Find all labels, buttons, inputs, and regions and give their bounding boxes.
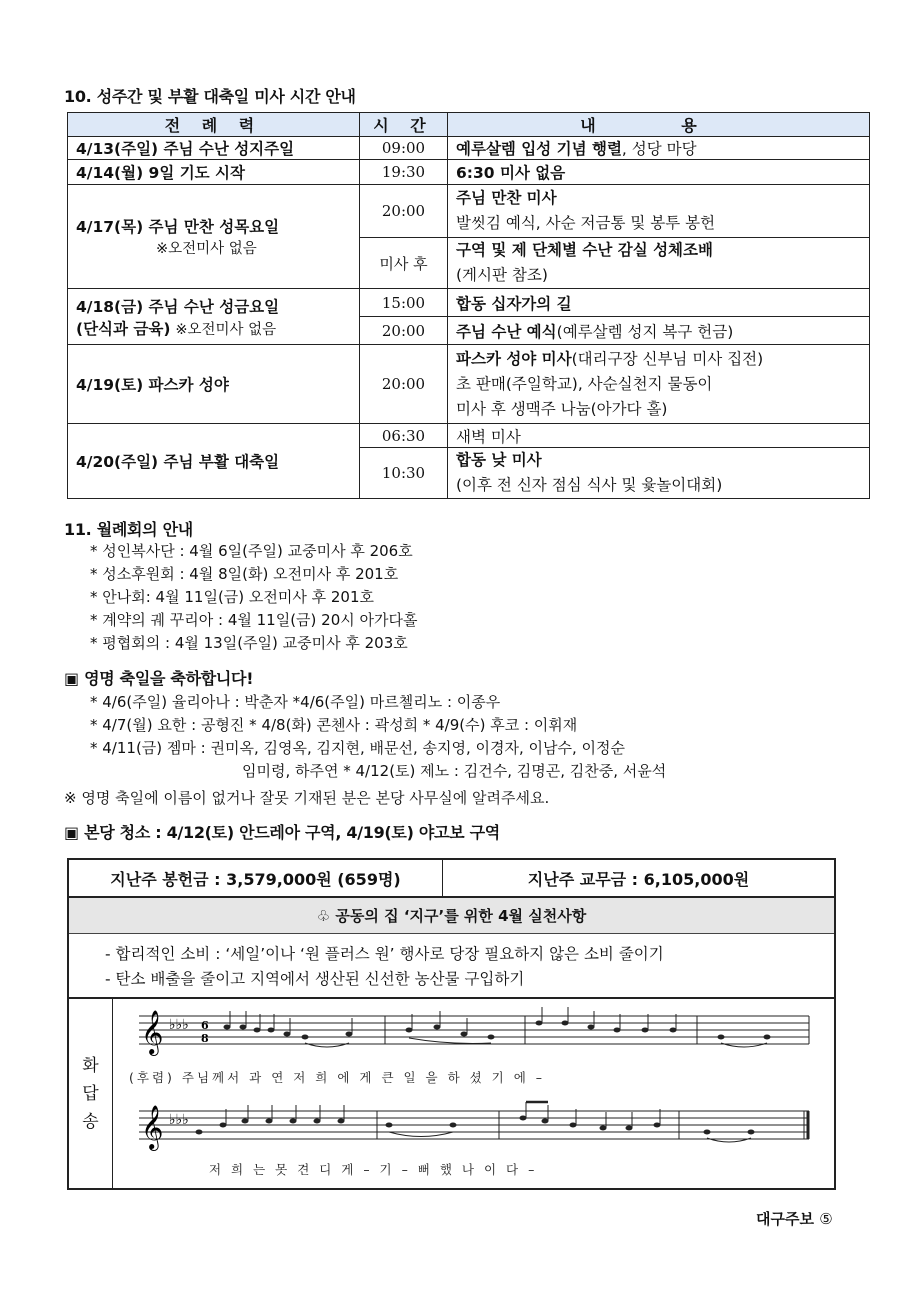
svg-text:♭♭♭: ♭♭♭ xyxy=(169,1112,189,1128)
time-cell: 09:00 xyxy=(360,137,448,160)
svg-text:6: 6 xyxy=(201,1019,209,1032)
list-item: * 성소후원회 : 4월 8일(화) 오전미사 후 201호 xyxy=(90,565,399,583)
day-note: ※오전미사 없음 xyxy=(175,321,277,338)
practice-list xyxy=(69,934,834,999)
time-cell: 10:30 xyxy=(360,448,448,499)
psalm-label-char: 답 xyxy=(82,1083,99,1104)
content-cell: 새벽 미사 xyxy=(448,424,870,448)
liturgy-day: 4/14(월) 9일 기도 시작 xyxy=(68,160,360,185)
feast-list xyxy=(90,691,666,783)
psalm-label xyxy=(69,999,113,1188)
mass-schedule-table xyxy=(67,112,870,499)
list-item: * 4/6(주일) 율리아나 : 박춘자 *4/6(주일) 마르첼리노 : 이종우 xyxy=(90,693,501,711)
content-cell xyxy=(448,448,870,499)
page-number: ⑤ xyxy=(819,1210,833,1228)
psalm-lyrics-line-2: 저 희 는 못 견 디 게 – 기 – 뻐 했 나 이 다 – xyxy=(209,1162,538,1177)
list-item: * 4/11(금) 젬마 : 권미옥, 김영옥, 김지현, 배문선, 송지영, 이경자, 이남수, 이정순 xyxy=(90,739,625,757)
table-row xyxy=(68,185,870,238)
meeting-list xyxy=(90,540,417,655)
list-item: * 안나회: 4월 11일(금) 오전미사 후 201호 xyxy=(90,588,375,606)
day-note-line xyxy=(76,317,351,339)
content-cell xyxy=(448,345,870,424)
publication-name: 대구주보 xyxy=(756,1210,814,1228)
content-cell xyxy=(448,185,870,238)
practice-title: ♧ 공동의 집 ‘지구’를 위한 4월 실천사항 xyxy=(69,898,834,934)
time-cell: 19:30 xyxy=(360,160,448,185)
page-footer xyxy=(756,1208,833,1229)
cleaning-notice: ▣ 본당 청소 : 4/12(토) 안드레아 구역, 4/19(토) 야고보 구역 xyxy=(64,823,500,842)
svg-text:♭♭♭: ♭♭♭ xyxy=(169,1017,189,1033)
list-item: * 4/7(월) 요한 : 공형진 * 4/8(화) 콘첸사 : 곽성희 * 4/9(수) 후코 : 이휘재 xyxy=(90,716,578,734)
list-item: * 성인복사단 : 4월 6일(주일) 교중미사 후 206호 xyxy=(90,542,413,560)
info-box xyxy=(67,858,836,1190)
liturgy-day: 4/20(주일) 주님 부활 대축일 xyxy=(68,424,360,499)
content-line: 발씻김 예식, 사순 저금통 및 봉투 봉헌 xyxy=(456,214,716,232)
psalm-lyrics-line-1: (후렴) 주님께서 과 연 저 희 에 게 큰 일 을 하 셨 기 에 – xyxy=(129,1070,546,1085)
feast-title: ▣ 영명 축일을 축하합니다! xyxy=(64,669,254,688)
content-bold: 주님 수난 예식 xyxy=(456,322,557,341)
psalm-sheet-music xyxy=(119,999,834,1188)
table-row xyxy=(68,289,870,317)
time-cell: 20:00 xyxy=(360,185,448,238)
table-row xyxy=(68,137,870,160)
fasting-label: (단식과 금육) xyxy=(76,319,171,338)
list-item: * 계약의 궤 꾸리아 : 4월 11일(금) 20시 아가다홀 xyxy=(90,611,418,629)
list-item: * 평협회의 : 4월 13일(주일) 교중미사 후 203호 xyxy=(90,634,408,652)
liturgy-day: 4/19(토) 파스카 성야 xyxy=(68,345,360,424)
content-line: (게시판 참조) xyxy=(456,266,548,284)
table-row xyxy=(68,345,870,424)
list-item: - 탄소 배출을 줄이고 지역에서 생산된 신선한 농산물 구입하기 xyxy=(105,970,525,988)
content-cell: 합동 십자가의 길 xyxy=(448,289,870,317)
content-line: 주님 만찬 미사 xyxy=(456,189,557,207)
content-rest: , 성당 마당 xyxy=(621,140,697,158)
list-item: - 합리적인 소비 : ‘세일’이나 ‘원 플러스 원’ 행사로 당장 필요하지 않은 소비 줄이기 xyxy=(105,945,664,963)
list-item: 임미령, 하주연 * 4/12(토) 제노 : 김건수, 김명곤, 김찬중, 서윤석 xyxy=(242,762,667,780)
content-line: 구역 및 제 단체별 수난 감실 성체조배 xyxy=(456,241,713,259)
time-cell: 20:00 xyxy=(360,345,448,424)
content-line: 초 판매(주일학교), 사순실천지 물동이 xyxy=(456,374,713,393)
feast-notice: ※ 영명 축일에 이름이 없거나 잘못 기재된 분은 본당 사무실에 알려주세요. xyxy=(64,789,550,807)
day-label: 4/18(금) 주님 수난 성금요일 xyxy=(76,297,280,316)
content-cell xyxy=(448,238,870,289)
svg-text:𝄞: 𝄞 xyxy=(141,1105,164,1149)
header-content: 내 용 xyxy=(448,113,870,137)
table-row xyxy=(68,160,870,185)
content-line: (이후 전 신자 점심 식사 및 윷놀이대회) xyxy=(456,476,723,494)
table-row xyxy=(68,424,870,448)
content-cell xyxy=(448,317,870,345)
content-rest: (대리구장 신부님 미사 집전) xyxy=(571,349,764,368)
content-line: 미사 후 생맥주 나눔(아가다 홀) xyxy=(456,399,668,418)
content-cell: 6:30 미사 없음 xyxy=(448,160,870,185)
time-cell: 15:00 xyxy=(360,289,448,317)
liturgy-day xyxy=(68,289,360,345)
liturgy-day xyxy=(68,185,360,289)
time-cell: 미사 후 xyxy=(360,238,448,289)
day-label: 4/17(목) 주님 만찬 성목요일 xyxy=(76,218,280,236)
header-liturgy: 전 례 력 xyxy=(68,113,360,137)
fee-total: 지난주 교무금 : 6,105,000원 xyxy=(527,869,750,889)
time-cell: 06:30 xyxy=(360,424,448,448)
section-11-title: 11. 월례회의 안내 xyxy=(64,520,193,539)
content-cell xyxy=(448,137,870,160)
day-note: ※오전미사 없음 xyxy=(156,241,257,257)
psalm-section xyxy=(69,999,834,1188)
table-header-row xyxy=(68,113,870,137)
content-bold: 예루살렘 입성 기념 행렬 xyxy=(456,140,622,158)
header-time: 시 간 xyxy=(360,113,448,137)
content-line: 합동 낮 미사 xyxy=(456,451,542,469)
offering-total: 지난주 봉헌금 : 3,579,000원 (659명) xyxy=(69,860,443,896)
time-cell: 20:00 xyxy=(360,317,448,345)
content-bold: 파스카 성야 미사 xyxy=(456,349,572,368)
svg-text:8: 8 xyxy=(201,1032,209,1045)
liturgy-day: 4/13(주일) 주님 수난 성지주일 xyxy=(68,137,360,160)
svg-text:𝄞: 𝄞 xyxy=(141,1010,164,1054)
content-line xyxy=(456,347,861,372)
psalm-label-char: 송 xyxy=(82,1111,99,1132)
section-10-title: 10. 성주간 및 부활 대축일 미사 시간 안내 xyxy=(64,87,356,106)
content-rest: (예루살렘 성지 복구 헌금) xyxy=(556,322,734,341)
psalm-label-char: 화 xyxy=(82,1055,99,1076)
offering-row xyxy=(69,860,834,898)
